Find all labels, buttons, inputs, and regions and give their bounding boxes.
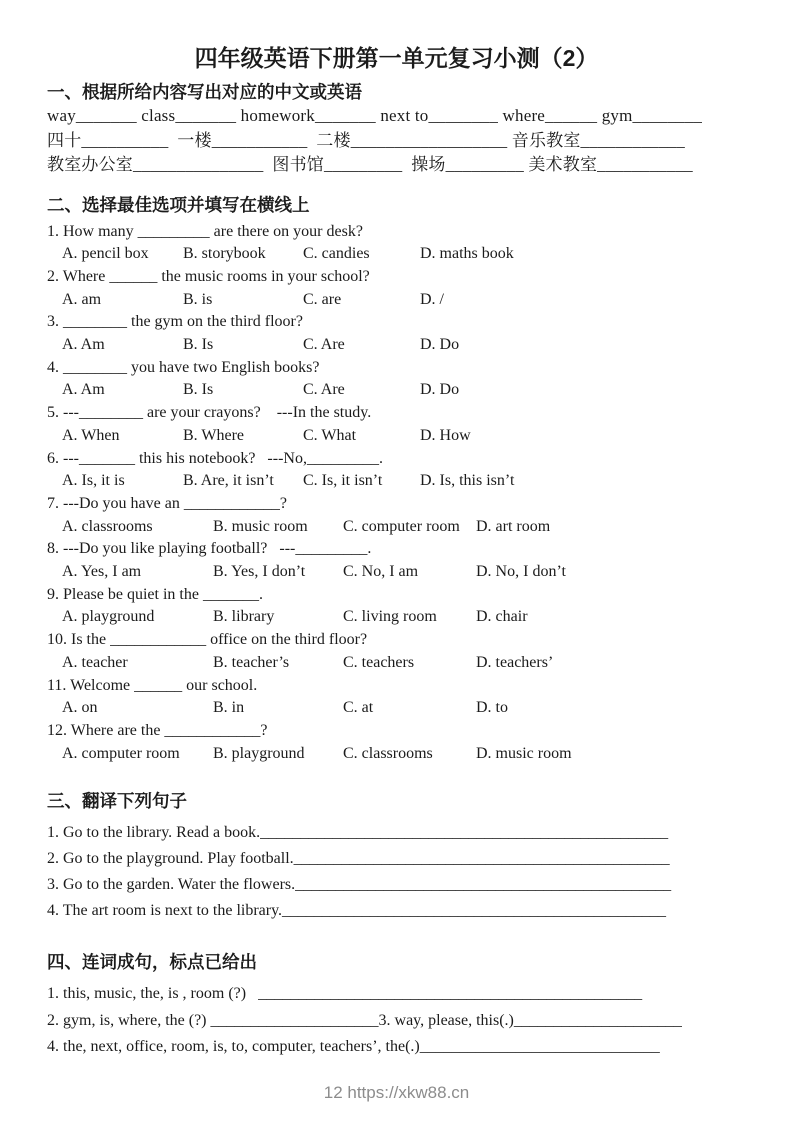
page-footer: 12 https://xkw88.cn [323, 1082, 470, 1102]
option-c: C. Is, it isn’t [303, 472, 383, 490]
option-b: B. teacher’s [213, 653, 290, 671]
question-8 [47, 538, 746, 583]
option-b: B. Where [183, 426, 245, 444]
question-stem: 3. ________ the gym on the third floor? [47, 313, 303, 331]
question-stem: 7. ---Do you have an ____________? [47, 494, 287, 512]
question-stem: 6. ---_______ this his notebook? ---No,_________. [47, 449, 383, 467]
option-c: C. What [303, 426, 357, 444]
question-7 [47, 493, 746, 538]
option-b: B. playground [213, 744, 305, 762]
option-b: B. Yes, I don’t [213, 563, 306, 581]
option-d: D. chair [476, 608, 528, 626]
question-2 [47, 266, 746, 311]
option-d: D. maths book [420, 245, 514, 263]
option-a: A. Am [62, 381, 105, 399]
options-row [47, 243, 746, 266]
options-row [47, 743, 746, 766]
vocab-line-3: 教室办公室_______________ 图书馆_________ 操场_________ 美术教室___________ [47, 155, 693, 174]
option-d: D. No, I don’t [476, 563, 566, 581]
question-9 [47, 584, 746, 629]
option-a: A. playground [62, 608, 155, 626]
option-c: C. candies [303, 245, 370, 263]
option-b: B. Is [183, 381, 214, 399]
option-d: D. Do [420, 381, 460, 399]
translation-row-4: 4. The art room is next to the library.________________________________________________ [47, 902, 667, 920]
option-a: A. computer room [62, 744, 180, 762]
option-b: B. Are, it isn’t [183, 472, 274, 490]
options-row [47, 289, 746, 312]
vocab-line-2: 四十__________ 一楼___________ 二楼__________________ 音乐教室____________ [47, 130, 685, 150]
option-d: D. to [476, 699, 508, 717]
option-a: A. classrooms [62, 517, 153, 535]
translation-row-3: 3. Go to the garden. Water the flowers._______________________________________________ [47, 876, 672, 894]
option-b: B. library [213, 608, 275, 626]
option-d: D. art room [476, 517, 551, 535]
question-stem: 11. Welcome ______ our school. [47, 676, 258, 694]
option-a: A. Am [62, 336, 105, 354]
question-1 [47, 221, 746, 266]
option-c: C. are [303, 290, 342, 308]
option-a: A. Is, it is [62, 472, 125, 490]
option-c: C. teachers [343, 653, 415, 671]
option-b: B. Is [183, 336, 214, 354]
options-row [47, 379, 746, 402]
option-a: A. on [62, 699, 98, 717]
vocab-line-1: way_______ class_______ homework_______ next to________ where______ gym________ [47, 106, 703, 125]
option-a: A. am [62, 290, 102, 308]
question-stem: 8. ---Do you like playing football? ---_________. [47, 540, 372, 558]
option-a: A. Yes, I am [62, 563, 142, 581]
option-c: C. classrooms [343, 744, 433, 762]
page-title: 四年级英语下册第一单元复习小测（2） [194, 45, 599, 71]
rearrange-row-3: 4. the, next, office, room, is, to, computer, teachers’, the(.)______________________________ [47, 1038, 660, 1056]
question-stem: 12. Where are the ____________? [47, 721, 268, 739]
options-row [47, 425, 746, 448]
option-b: B. in [213, 699, 245, 717]
options-row [47, 334, 746, 357]
rearrange-row-1: 1. this, music, the, is , room (?) ________________________________________________ [47, 985, 643, 1003]
option-c: C. at [343, 699, 374, 717]
options-row [47, 652, 746, 675]
section-2-heading: 二、选择最佳选项并填写在横线上 [47, 194, 310, 215]
options-row [47, 516, 746, 539]
option-d: D. How [420, 426, 471, 444]
option-c: C. Are [303, 336, 345, 354]
question-6 [47, 448, 746, 493]
section-4-heading: 四、连词成句，标点已给出 [47, 952, 257, 973]
question-11 [47, 675, 746, 720]
option-d: D. Do [420, 336, 460, 354]
question-3 [47, 311, 746, 356]
question-stem: 2. Where ______ the music rooms in your school? [47, 267, 370, 285]
question-stem: 4. ________ you have two English books? [47, 358, 320, 376]
options-row [47, 697, 746, 720]
options-row [47, 606, 746, 629]
question-12 [47, 720, 746, 765]
option-b: B. is [183, 290, 213, 308]
question-stem: 5. ---________ are your crayons? ---In the study. [47, 404, 372, 422]
option-d: D. teachers’ [476, 653, 554, 671]
section-1-heading: 一、根据所给内容写出对应的中文或英语 [47, 82, 362, 102]
rearrange-row-2: 2. gym, is, where, the (?) _____________________3. way, please, this(.)_____________________ [47, 1011, 682, 1029]
option-b: B. music room [213, 517, 308, 535]
option-a: A. When [62, 426, 120, 444]
option-a: A. teacher [62, 653, 128, 671]
option-a: A. pencil box [62, 245, 149, 263]
translation-row-2: 2. Go to the playground. Play football._______________________________________________ [47, 850, 670, 868]
option-c: C. Are [303, 381, 345, 399]
translation-row-1: 1. Go to the library. Read a book.___________________________________________________ [47, 824, 669, 842]
question-stem: 1. How many _________ are there on your desk? [47, 222, 363, 240]
question-stem: 10. Is the ____________ office on the third floor? [47, 631, 368, 649]
option-d: D. / [420, 290, 444, 308]
question-10 [47, 629, 746, 674]
option-b: B. storybook [183, 245, 266, 263]
question-stem: 9. Please be quiet in the _______. [47, 585, 263, 603]
option-d: D. Is, this isn’t [420, 472, 515, 490]
option-c: C. living room [343, 608, 437, 626]
option-d: D. music room [476, 744, 572, 762]
question-5 [47, 402, 746, 447]
section-3-heading: 三、翻译下列句子 [47, 791, 187, 812]
question-4 [47, 357, 746, 402]
options-row [47, 561, 746, 584]
option-c: C. No, I am [343, 563, 419, 581]
option-c: C. computer room [343, 517, 460, 535]
options-row [47, 470, 746, 493]
